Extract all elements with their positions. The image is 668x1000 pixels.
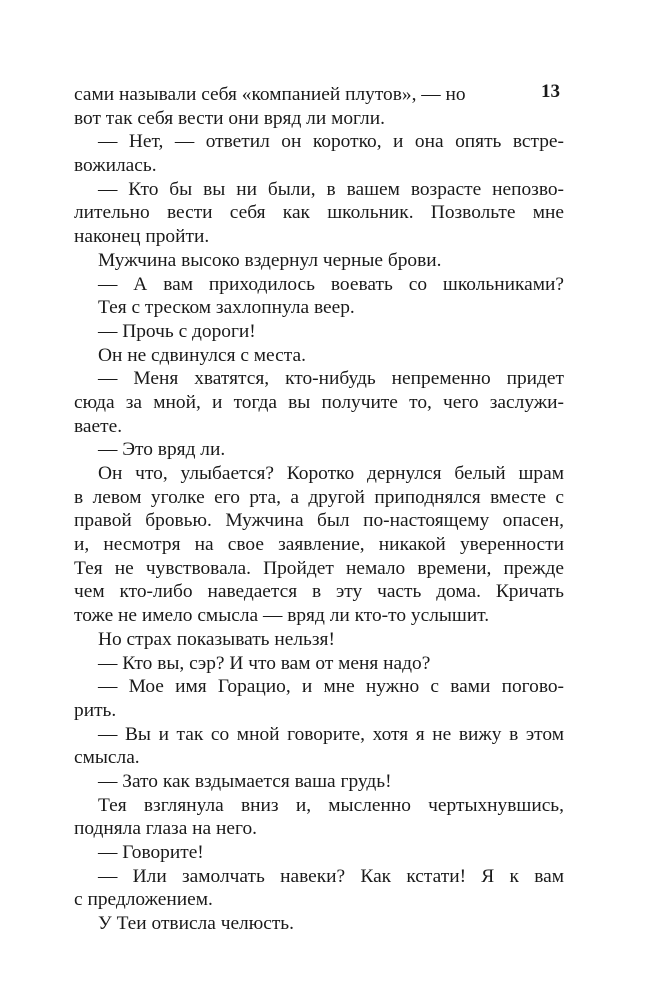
- text-line: — А вам приходилось воевать со школьниками?: [98, 273, 564, 295]
- text-line: — Зато как вздымается ваша грудь!: [98, 770, 392, 792]
- text-line: с предложением.: [74, 889, 213, 911]
- text-line: вот так себя вести они вряд ли могли.: [74, 107, 385, 129]
- text-line: смысла.: [74, 747, 140, 769]
- body-text: [74, 83, 564, 936]
- text-line: — Меня хватятся, кто-нибудь непременно придет: [98, 368, 564, 390]
- text-line: — Мое имя Горацио, и мне нужно с вами погово-: [98, 676, 564, 698]
- text-line: наконец пройти.: [74, 226, 210, 248]
- text-line: Тея взглянула вниз и, мысленно чертыхнувшись,: [98, 794, 564, 816]
- text-line: — Кто вы, сэр? И что вам от меня надо?: [98, 652, 431, 674]
- text-line: тоже не имело смысла — вряд ли кто-то услышит.: [74, 605, 490, 627]
- text-line: чем кто-либо наведается в эту часть дома. Кричать: [74, 581, 564, 603]
- text-line: — Или замолчать навеки? Как кстати! Я к вам: [98, 865, 564, 887]
- text-line: в левом уголке его рта, а другой приподнялся вместе с: [74, 486, 564, 508]
- text-line: — Это вряд ли.: [98, 439, 226, 461]
- text-line: сами называли себя «компанией плутов», — но: [74, 84, 466, 105]
- text-line: подняла глаза на него.: [74, 818, 257, 840]
- text-line: рить.: [74, 699, 117, 721]
- text-line: правой бровью. Мужчина был по-настоящему опасен,: [74, 510, 564, 532]
- text-line: — Кто бы вы ни были, в вашем возрасте непозво-: [98, 178, 564, 200]
- text-line: Тея не чувствовала. Пройдет немало времени, прежде: [74, 557, 564, 579]
- text-line: — Нет, — ответил он коротко, и она опять встре-: [98, 131, 564, 153]
- text-line: Но страх показывать нельзя!: [98, 628, 335, 650]
- text-line: и, несмотря на свое заявление, никакой уверенности: [74, 534, 564, 556]
- text-line: лительно вести себя как школьник. Позвольте мне: [74, 202, 564, 224]
- text-line: вожилась.: [74, 155, 157, 177]
- text-line: ваете.: [74, 415, 123, 437]
- text-line: сюда за мной, и тогда вы получите то, чего заслужи-: [74, 391, 564, 413]
- text-line: Тея с треском захлопнула веер.: [98, 297, 355, 319]
- text-line: — Прочь с дороги!: [98, 320, 256, 342]
- text-line: — Вы и так со мной говорите, хотя я не вижу в этом: [98, 723, 564, 745]
- text-line: Мужчина высоко вздернул черные брови.: [98, 249, 442, 271]
- text-line: — Говорите!: [98, 842, 204, 863]
- text-line: У Теи отвисла челюсть.: [98, 913, 294, 935]
- page-number: 13: [541, 81, 560, 102]
- text-line: Он что, улыбается? Коротко дернулся белый шрам: [98, 463, 564, 484]
- text-line: Он не сдвинулся с места.: [98, 344, 306, 366]
